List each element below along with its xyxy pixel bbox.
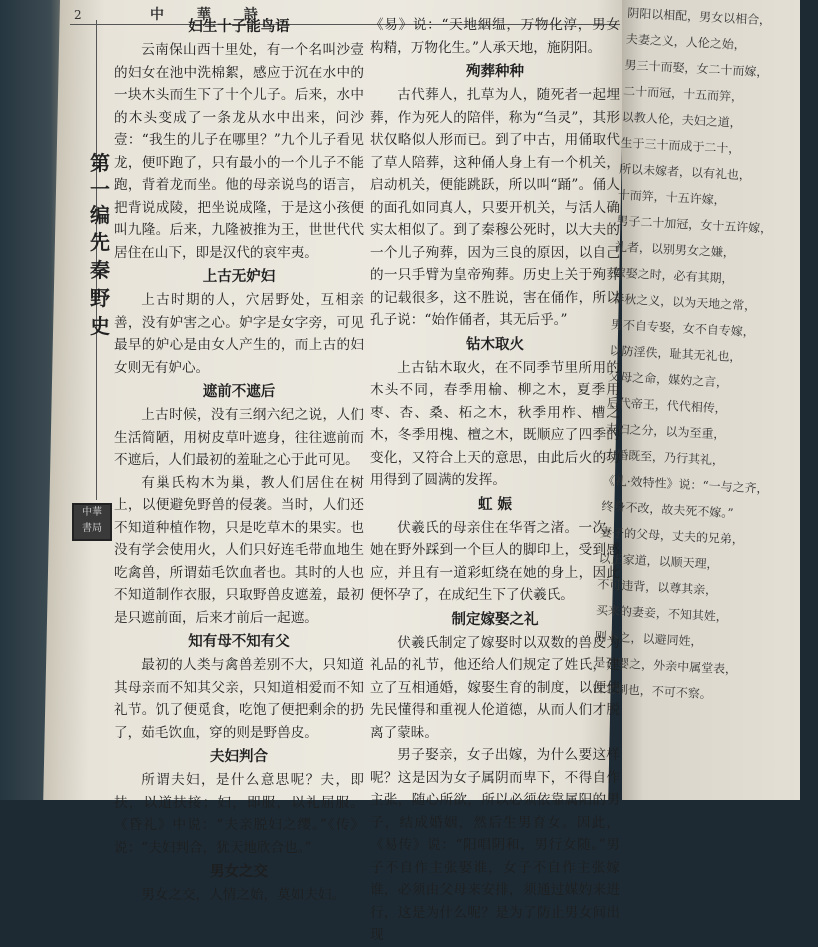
left-text-column xyxy=(114,14,364,907)
section-heading: 虹 娠 xyxy=(477,495,513,513)
right-page-text xyxy=(591,0,817,711)
middle-text-column xyxy=(370,14,620,947)
paragraph: 所谓夫妇，是什么意思呢？夫，即扶，以道扶接；妇，即服，以礼屈服。《昏礼》中说：“夫亲脱妇之缨。”《传》说：“夫妇判合，犹天地欣合也。” xyxy=(114,772,364,856)
right-page-line: 大婚既至，乃行其礼， xyxy=(603,447,725,468)
paragraph: 上古时候，没有三纲六纪之说，人们生活简陋，用树皮草叶遮身，往往遮前而不遮后，人们最初的羞耻之心于此可见。 xyxy=(114,407,364,468)
right-page xyxy=(591,0,800,800)
right-page-line: 生于三十而成于二十， xyxy=(620,135,741,157)
right-page-line: 以正家道，以顺天理， xyxy=(598,551,719,572)
right-page-line: 则卜之，以避同姓， xyxy=(594,629,703,649)
right-page-line: 嫁娶之时，必有其期， xyxy=(613,265,734,286)
right-page-line: 春秋之义，以为天地之常， xyxy=(611,291,757,314)
paragraph: 上古时期的人，穴居野处，互相亲善，没有妒害之心。妒字是女字旁，可见最早的妒心是由女人产生的，而上古的妇女则无有妒心。 xyxy=(114,292,364,376)
right-page-line: 终身不改，故夫死不嫁。” xyxy=(601,499,734,521)
section-heading: 制定嫁娶之礼 xyxy=(451,610,539,628)
right-page-line: 夫妇之分，以为至重， xyxy=(605,421,726,442)
paragraph: 古代葬人，扎草为人，随死者一起埋葬，作为死人的陪伴，称为“刍灵”，其形状仅略似人形而已。到了中古，用俑取代了草人陪葬，这种俑人身上有一个机关，启动机关，便能跳跃，所以叫“踊”。俑人的面孔如同真人，只要开机关，与活人确实太相似了。到了秦穆公死时，以大夫的一个儿子殉葬，因为三良的原因，以自己的一只手臂为皇帝殉葬。历史上关于殉葬的记载很多，这不胜说，害在俑作，所以孔子说：“始作俑者，其无后乎。” xyxy=(370,87,620,328)
right-page-line: 所以未嫁者，以有礼也， xyxy=(618,161,752,183)
right-page-line: 妻子的父母，丈夫的兄弟， xyxy=(599,525,745,547)
right-page-line: 男子二十加冠，女十五许嫁， xyxy=(616,213,773,236)
right-page-line: 二十而冠，十五而笄， xyxy=(622,83,744,105)
right-page-line: 以防淫佚，耻其无礼也， xyxy=(609,343,742,365)
right-page-line: 礼者，以别男女之嫌， xyxy=(614,239,736,260)
paragraph: 有巢氏构木为巢，教人们居住在树上，以便避免野兽的侵袭。当时，人们还不知道种植作物，只是吃草木的果实。也没有学会使用火，人们只好连毛带血地生吃禽兽，所谓茹毛饮血者也。其时的人也不知道制作衣服，只取野兽皮遮羞，最初是只遮前面，后来才前后一起遮。 xyxy=(114,474,364,626)
right-page-line: 男三十而娶，女二十而嫁， xyxy=(624,57,769,80)
right-page-line: 夫妻之义，人伦之始， xyxy=(625,31,747,53)
section-heading: 男女之交 xyxy=(210,863,268,880)
right-page-line: 《礼·效特性》说：“一与之齐， xyxy=(602,473,769,497)
section-heading: 殉葬种种 xyxy=(466,63,524,80)
section-heading: 夫妇判合 xyxy=(210,748,268,765)
right-page-line: 男不自专娶，女不自专嫁， xyxy=(610,317,756,340)
paragraph: 男女之交，人情之始，莫如夫妇。 xyxy=(141,887,346,903)
paragraph: 《易》说：“天地絪缊，万物化淳，男女构精，万物化生。”人承天地，施阴阳。 xyxy=(370,17,620,56)
paragraph: 伏羲氏的母亲住在华胥之渚。一次，她在野外踩到一个巨人的脚印上，受到感应，并且有一道彩虹绕在她的身上，因此便怀孕了，在成纪生下了伏羲氏。 xyxy=(370,519,620,603)
right-page-line: 后代帝王，代代相传， xyxy=(606,395,728,416)
right-page-line: 是否婴之，外亲中属堂表， xyxy=(592,655,738,677)
section-subtitle: 先 秦 野 史 xyxy=(90,230,110,338)
right-page-line: 古之制也，不可不察。 xyxy=(591,681,713,702)
right-page-line: 父母之命，媒妁之言， xyxy=(607,369,729,390)
right-page-line: 买来的妻妾，不知其姓， xyxy=(595,603,729,625)
running-title: 中 華 詩 xyxy=(150,7,272,23)
right-page-line: 阴阳以相配，男女以相合， xyxy=(626,5,772,28)
section-heading: 钻木取火 xyxy=(466,335,524,353)
page-number: 2 xyxy=(74,8,82,22)
paragraph: 上古钻木取火，在不同季节里所用的木头不同，春季用榆、柳之木，夏季用枣、杏、桑、柘之木，秋季用柞、槽之木，冬季用槐、檀之木，既顺应了四季的变化，又符合上天的意思，由此后火的功用得到了圆满的发挥。 xyxy=(370,359,620,488)
section-heading: 妇生十子能鸟语 xyxy=(188,18,290,35)
section-heading: 知有母不知有父 xyxy=(188,633,290,650)
section-label: 第 一 编 xyxy=(90,151,110,227)
section-heading: 上古无妒妇 xyxy=(202,268,276,285)
paragraph: 最初的人类与禽兽差别不大，只知道其母亲而不知其父亲，只知道相爱而不知礼节。饥了便觅食，吃饱了便把剩余的扔了，茹毛饮血，穿的则是野兽皮。 xyxy=(114,657,364,741)
right-page-line: 不可违背，以尊其亲， xyxy=(597,577,718,598)
paragraph: 云南保山西十里处，有一个名叫沙壹的妇女在池中洗棉絮，感应于沉在水中的一块木头而生下了十个儿子。后来，水中的木头变成了一条龙从水中出来，问沙壹：“我生的儿子在哪里？”九个儿子看见龙，便吓跑了，只有最小的一个儿子不能跑，背着龙而坐。他的母亲说鸟的语言，把背说成陵，把坐说成隆，于是这小孩便叫九隆。后来，九隆被推为王，世世代代居住在山下，即是汉代的哀牢夷。 xyxy=(114,42,364,261)
section-heading: 遮前不遮后 xyxy=(202,383,276,400)
publisher-seal-icon: 中華 書局 xyxy=(72,503,112,541)
paragraph: 伏羲氏制定了嫁娶时以双数的兽皮为礼品的礼节，他还给人们规定了姓氏，建立了互相通婚，嫁娶生育的制度，以便使先民懂得和重视人伦道德，从而人们才脱离了蒙昧。 xyxy=(370,634,620,741)
paragraph: 男子娶亲，女子出嫁，为什么要这样呢？这是因为女子属阴而卑下，不得自作主张，随心所欲，所以必须依靠属阳的男子，结成婚姻，然后生男育女。因此，《易传》说：“阳唱阴和，男行女随。”男子不自作主张娶谁，女子不自作主张嫁谁，必须由父母来安排，须通过媒妁来进行，这是为什么呢？是为了防止男女间出现 xyxy=(370,747,620,943)
right-page-line: 十而笄，十五许嫁， xyxy=(617,187,727,208)
right-page-line: 以教人伦，夫妇之道， xyxy=(621,109,743,131)
